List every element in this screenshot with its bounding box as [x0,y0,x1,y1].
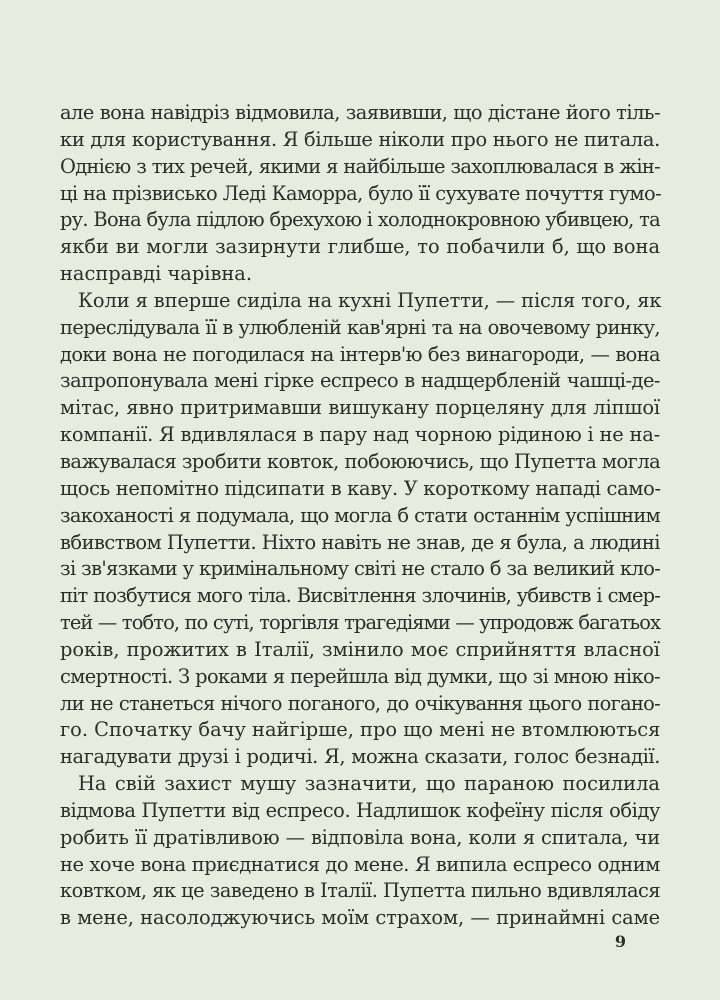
text-line: ли не станеться нічого поганого, до очікування цього погано- [60,691,660,715]
text-line: ки для користування. Я більше ніколи про нього не питала. [60,127,660,151]
text-line: На свій захист мушу зазначити, що параною посилила [78,772,660,796]
text-line: компанії. Я вдивлялася в пару над чорною рідиною і не на- [60,423,660,447]
text-line: робить її дратівливою — відповіла вона, коли я спитала, чи [60,825,660,849]
text-line: запропонувала мені гірке еспресо в надщербленій чашці-де- [60,369,660,393]
text-line: ковтком, як це заведено в Італії. Пупетта пильно вдивлялася [60,879,661,903]
text-line: го. Спочатку бачу найгірше, про що мені не втомлюються [60,718,661,742]
text-line: переслідувала її в улюбленій кав'ярні та на овочевому ринку, [60,315,660,339]
text-line: ці на прізвисько Леді Каморра, було її сухувате почуття гумо- [60,181,662,205]
text-line: тей — тобто, по суті, торгівля трагедіями — упродовж багатьох [60,611,660,635]
text-line: відмова Пупетти від еспресо. Надлишок кофеїну після обіду [60,798,660,822]
body-text [60,100,660,932]
text-line: якби ви могли зазирнути глибше, то побачили б, що вона [60,235,660,259]
text-line: мітас, явно притримавши вишукану порцеляну для ліпшої [60,396,660,420]
text-line: щось непомітно підсипати в каву. У короткому нападі само- [60,476,661,500]
text-line: ру. Вона була підлою брехухою і холоднокровною убивцею, та [60,208,660,232]
text-line: років, прожитих в Італії, змінило моє сприйняття власної [60,637,660,661]
text-line: вбивством Пупетти. Ніхто навіть не знав, де я була, а людині [60,530,660,554]
text-line: смертності. З роками я перейшла від думки, що зі мною ніко- [60,664,660,688]
text-line: Однією з тих речей, якими я найбільше захоплювалася в жін- [60,154,660,178]
text-line: доки вона не погодилася на інтерв'ю без винагороди, — вона [60,342,660,366]
text-line: в мене, насолоджуючись моїм страхом, — принаймні саме [60,906,660,930]
text-line: насправді чарівна. [60,262,253,286]
text-line: не хоче вона приєднатися до мене. Я випила еспресо одним [60,852,660,876]
text-line: зі зв'язками у кримінальному світі не стало б за великий кло- [60,557,661,581]
text-line: нагадувати друзі і родичі. Я, можна сказати, голос безнадії. [60,745,660,769]
text-line: закоханості я подумала, що могла б стати останнім успішним [60,503,660,527]
text-line: піт позбутися мого тіла. Висвітлення злочинів, убивств і смер- [60,584,660,608]
page-number: 9 [614,932,626,951]
text-line: важувалася зробити ковток, побоюючись, що Пупетта могла [60,449,661,473]
text-line: Коли я вперше сиділа на кухні Пупетти, — після того, як [78,288,662,312]
text-line: але вона навідріз відмовила, заявивши, що дістане його тіль- [60,101,660,124]
